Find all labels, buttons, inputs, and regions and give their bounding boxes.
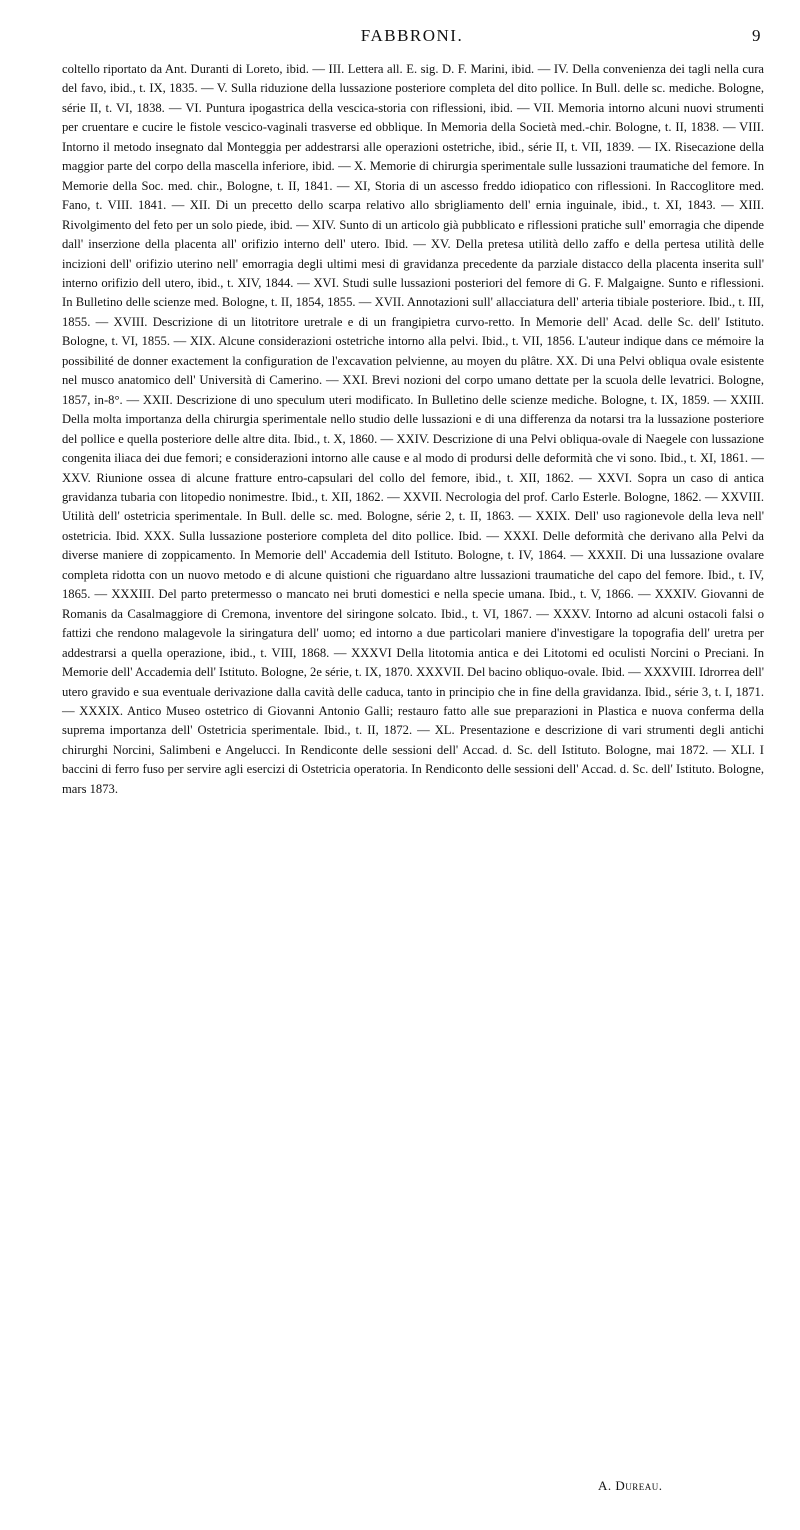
running-header bbox=[62, 26, 762, 48]
fabbroni-section bbox=[62, 1510, 764, 1530]
bibliography-paragraph: coltello riportato da Ant. Duranti di Loreto, ibid. — III. Lettera all. E. sig. D. F. Marini, ibid. — IV. Della convenienza dei tagli nella cura del favo, ibid., t. IX, 1835. — V. Sulla riduzione della lussazione posteriore completa del dito pollice. In Bull. delle sc. mediche. Bologne, série II, t. VI, 1838. — VI. Puntura ipogastrica della vescica-storia con riflessioni, ibid. — VII. Memoria intorno alcuni nuovi strumenti per cruentare e cucire le fistole vescico-vaginali trasverse ed obblique. In Memoria della Società med.-chir. Bologne, t. II, 1838. — VIII. Intorno il metodo insegnato dal Monteggia per addestrarsi alle operazioni ostetriche, ibid., série II, t. VII, 1839. — IX. Risecazione della maggior parte del corpo della mascella inferiore, ibid. — X. Memorie di chirurgia sperimentale sulle lussazioni traumatiche del femore. In Memorie della Soc. med. chir., Bologne, t. II, 1841. — XI, Storia di un ascesso freddo idiopatico con riflessioni. In Raccoglitore med. Fano, t. VIII. 1841. — XII. Di un precetto dello scarpa relativo allo sbrigliamento dell' ernia inguinale, ibid., t. XI, 1843. — XIII. Rivolgimento del feto per un solo piede, ibid. — XIV. Sunto di un articolo già pubblicato e riflessioni pratiche sull' emorragia che dipende dall' inserzione della placenta all' orifizio interno dell' utero. Ibid. — XV. Della pretesa utilità dello zaffo e della pertesa utilità delle incizioni dell' orifizio uterino nell' emorragia degli ultimi mesi di gravidanza precedente da parziale distacco della placenta inserita sull' interno orifizio dell utero, ibid., t. XIV, 1844. — XVI. Studi sulle lussazioni posteriori del femore di G. F. Malgaigne. Sunto e riflessioni. In Bulletino delle scienze med. Bologne, t. II, 1854, 1855. — XVII. Annotazioni sull' allacciatura dell' arteria tibiale posteriore. Ibid., t. III, 1855. — XVIII. Descrizione di un litotritore uretrale e di un frangipietra curvo-retto. In Memorie dell' Acad. delle Sc. dell' Istituto. Bologne, t. VI, 1855. — XIX. Alcune considerazioni ostetriche intorno alla pelvi. Ibid., t. VII, 1856. L'auteur indique dans ce mémoire la possibilité de donner exactement la configuration de l'excavation pelvienne, au moyen du plâtre. XX. Di una Pelvi obliqua ovale esistente nel musco anatomico dell' Università di Camerino. — XXI. Brevi nozioni del corpo umano dettate per la scuola delle levatrici. Bologne, 1857, in-8°. — XXII. Descrizione di uno speculum uteri modificato. In Bulletino delle scienze mediche. Bologne, t. IX, 1859. — XXIII. Della molta importanza della chirurgia sperimentale nello studio delle lussazioni e di una differenza da notarsi tra la lussazione posteriore del pollice e quella posteriore delle altre dita. Ibid., t. X, 1860. — XXIV. Descrizione di una Pelvi obliqua-ovale di Naegele con lussazione congenita iliaca dei due femori; e considerazioni intorno alle cause e al modo di prodursi delle deformità che vi sono. Ibid., t. XI, 1861. — XXV. Riunione ossea di alcune fratture entro-capsulari del collo del femore, ibid., t. XII, 1862. — XXVI. Sopra un caso di antica gravidanza tubaria con litopedio nonimestre. Ibid., t. XII, 1862. — XXVII. Necrologia del prof. Carlo Esterle. Bologne, 1862. — XXVIII. Utilità dell' ostetricia sperimentale. In Bull. delle sc. med. Bologne, série 2, t. II, 1863. — XXIX. Dell' uso ragionevole della leva nell' ostetricia. Ibid. XXX. Sulla lussazione posteriore completa del dito pollice. Ibid. — XXXI. Delle deformità che derivano alla Pelvi da diverse maniere di zoppicamento. In Memorie dell' Accademia dell Istituto. Bologne, t. IV, 1864. — XXXII. Di una lussazione ovalare completa ridotta con un nuovo metodo e di alcune quistioni che riguardano altre lussazioni traumatiche del capo del femore. Ibid., t. IV, 1865. — XXXIII. Del parto pretermesso o mancato nei bruti domestici e nella specie umana. Ibid., t. V, 1866. — XXXIV. Giovanni de Romanis da Casalmaggiore di Cremona, inventore del siringone solcato. Ibid., t. VI, 1867. — XXXV. Intorno ad alcuni ostacoli falsi o fattizi che rendono malagevole la siringatura dell' uomo; ed intorno a due particolari maniere d'investigare la topografia dell' uretra per addestrarsi a quella operazione, ibid., t. VIII, 1868. — XXXVI Della litotomia antica e dei Litotomi ed oculisti Norcini o Preciani. In Memorie dell' Accademia dell' Istituto. Bologne, 2e série, t. IX, 1870. XXXVII. Del bacino obliquo-ovale. Ibid. — XXXVIII. Idrorrea dell' utero gravido e sua eventuale derivazione dalla cavità delle caduca, tanto in principio che in fine della gravidanza. Ibid., série 3, t. I, 1871. — XXXIX. Antico Museo ostetrico di Giovanni Antonio Galli; restauro fatto alle sue preparazioni in Plastica e nuova conferma della suprema importanza dell' Ostetricia sperimentale. Ibid., t. II, 1872. — XL. Presentazione e descrizione di vari strumenti degli antichi chirurghi Norcini, Salimbeni e Angelucci. In Rendiconte delle sessioni dell' Accad. d. Sc. dell Istituto. Bologne, mai 1872. — XLI. I baccini di ferro fuso per servire agli esercizi di Ostetricia operatoria. In Rendiconto delle sessioni dell' Accad. d. Sc. dell' Istituto. Bologne, mars 1873. bbox=[62, 62, 764, 796]
page-number: 9 bbox=[752, 26, 762, 45]
author-signature: A. Dureau. bbox=[598, 1478, 663, 1493]
header-title: FABBRONI. bbox=[360, 26, 464, 45]
bibliography-text bbox=[62, 60, 764, 799]
